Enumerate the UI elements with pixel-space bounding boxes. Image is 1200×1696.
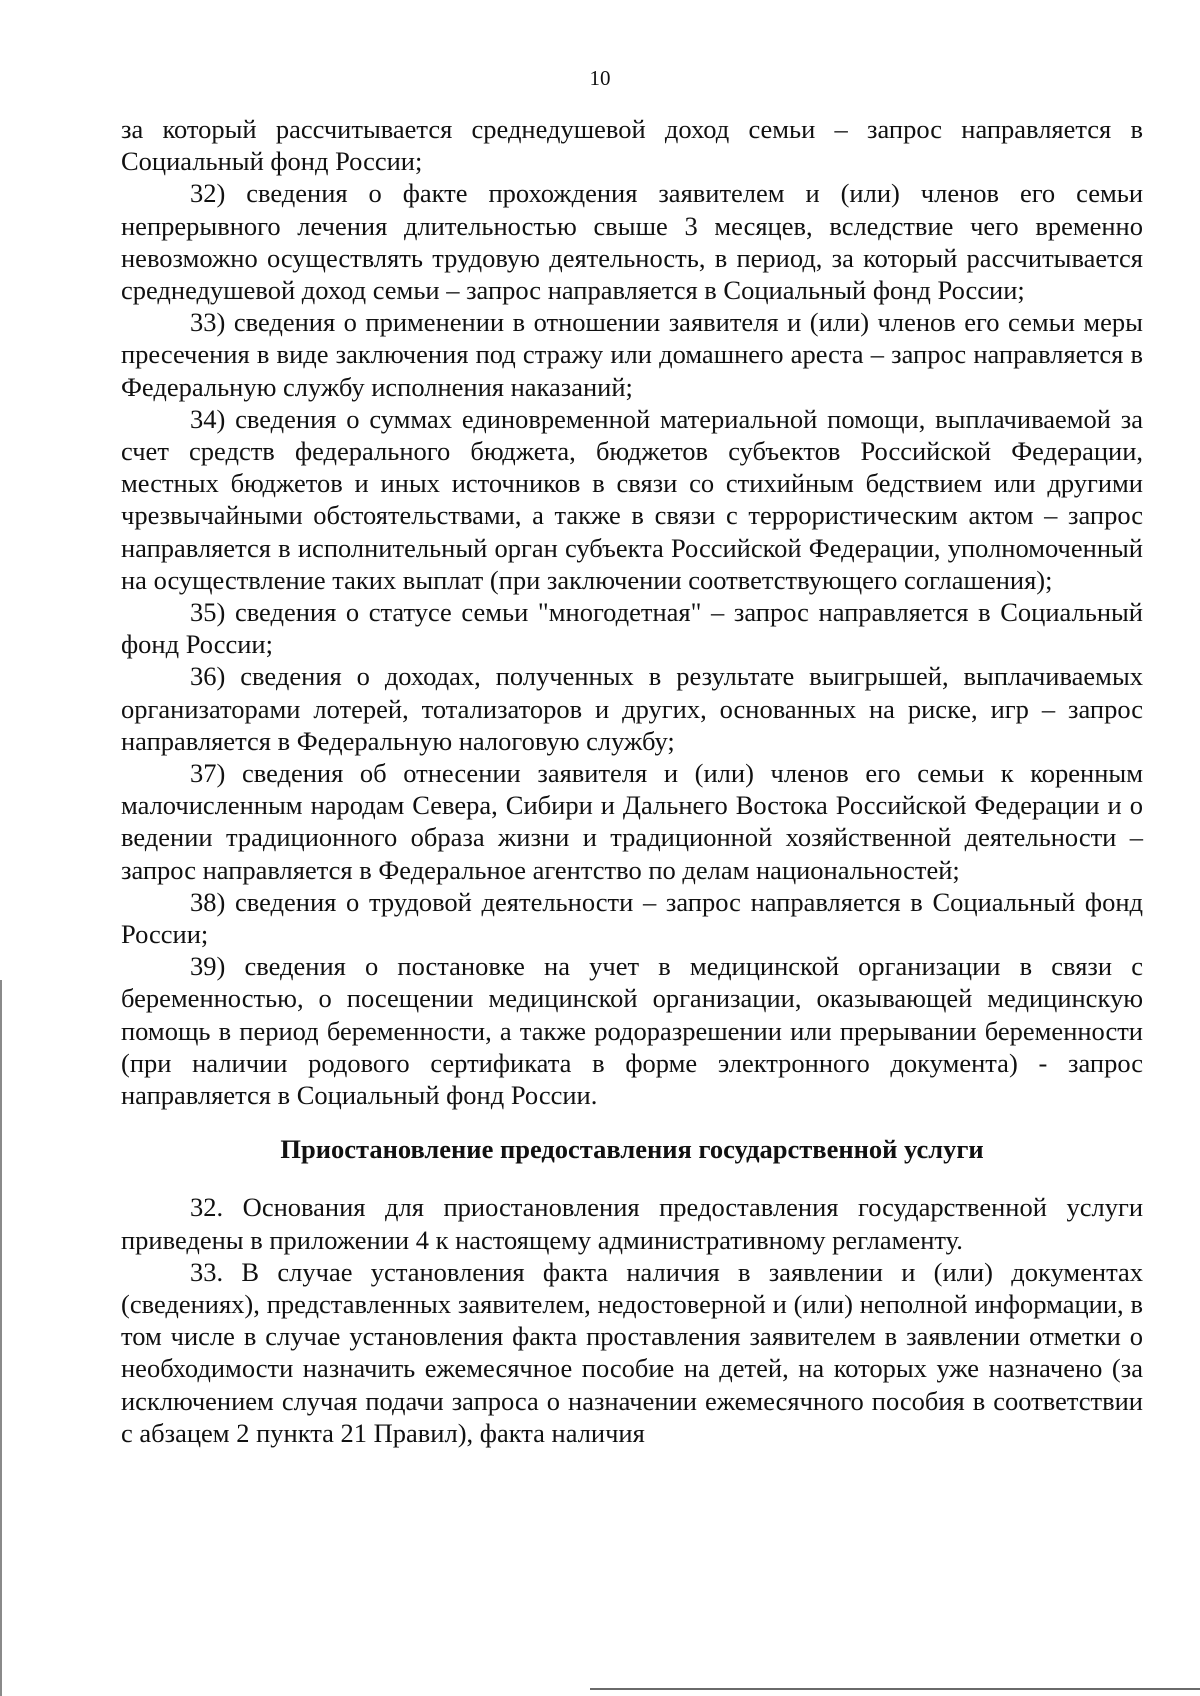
- paragraph-continuation: за который рассчитывается среднедушевой доход семьи – запрос направляется в Социальный фонд России;: [121, 114, 1143, 177]
- paragraph-item-39: 39) сведения о постановке на учет в медицинской организации в связи с беременностью, о посещении медицинской организации, оказывающей медицинскую помощь в период беременности, а также родоразрешении или прерывании беременности (при наличии родового сертификата в форме электронного документа) - запрос направляется в Социальный фонд России.: [121, 951, 1143, 1111]
- document-body: [121, 113, 1143, 1449]
- paragraph-clause-32: 32. Основания для приостановления предоставления государственной услуги приведены в приложении 4 к настоящему административному регламенту.: [121, 1192, 1143, 1255]
- paragraph-item-33: 33) сведения о применении в отношении заявителя и (или) членов его семьи меры пресечения в виде заключения под стражу или домашнего ареста – запрос направляется в Федеральную службу исполнения наказаний;: [121, 307, 1143, 402]
- paragraph-item-32: 32) сведения о факте прохождения заявителем и (или) членов его семьи непрерывного лечения длительностью свыше 3 месяцев, вследствие чего временно невозможно осуществлять трудовую деятельность, в период, за который рассчитывается среднедушевой доход семьи – запрос направляется в Социальный фонд России;: [121, 178, 1143, 306]
- paragraph-item-36: 36) сведения о доходах, полученных в результате выигрышей, выплачиваемых организаторами лотерей, тотализаторов и других, основанных на риске, игр – запрос направляется в Федеральную налоговую службу;: [121, 661, 1143, 756]
- paragraph-item-37: 37) сведения об отнесении заявителя и (или) членов его семьи к коренным малочисленным народам Севера, Сибири и Дальнего Востока Российской Федерации и о ведении традиционного образа жизни и традиционной хозяйственной деятельности – запрос направляется в Федеральное агентство по делам национальностей;: [121, 758, 1143, 885]
- paragraph-item-35: 35) сведения о статусе семьи "многодетная" – запрос направляется в Социальный фонд России;: [121, 597, 1143, 660]
- paragraph-clause-33: 33. В случае установления факта наличия в заявлении и (или) документах (сведениях), представленных заявителем, недостоверной и (или) неполной информации, в том числе в случае установления факта проставления заявителем в заявлении отметки о необходимости назначить ежемесячное пособие на детей, на которых уже назначено (за исключением случая подачи запроса о назначении ежемесячного пособия в соответствии с абзацем 2 пункта 21 Правил), факта наличия: [121, 1256, 1143, 1448]
- section-heading: Приостановление предоставления государственной услуги: [280, 1134, 984, 1165]
- paragraph-item-38: 38) сведения о трудовой деятельности – запрос направляется в Социальный фонд России;: [121, 886, 1143, 950]
- page-number: 10: [589, 66, 611, 90]
- paragraph-item-34: 34) сведения о суммах единовременной материальной помощи, выплачиваемой за счет средств федерального бюджета, бюджетов субъектов Российской Федерации, местных бюджетов и иных источников в связи со стихийным бедствием или другими чрезвычайными обстоятельствами, а также в связи с террористическим актом – запрос направляется в исполнительный орган субъекта Российской Федерации, уполномоченный на осуществление таких выплат (при заключении соответствующего соглашения);: [121, 403, 1143, 595]
- scan-edge-bottom: [590, 1688, 1200, 1690]
- scan-edge-left: [0, 980, 2, 1696]
